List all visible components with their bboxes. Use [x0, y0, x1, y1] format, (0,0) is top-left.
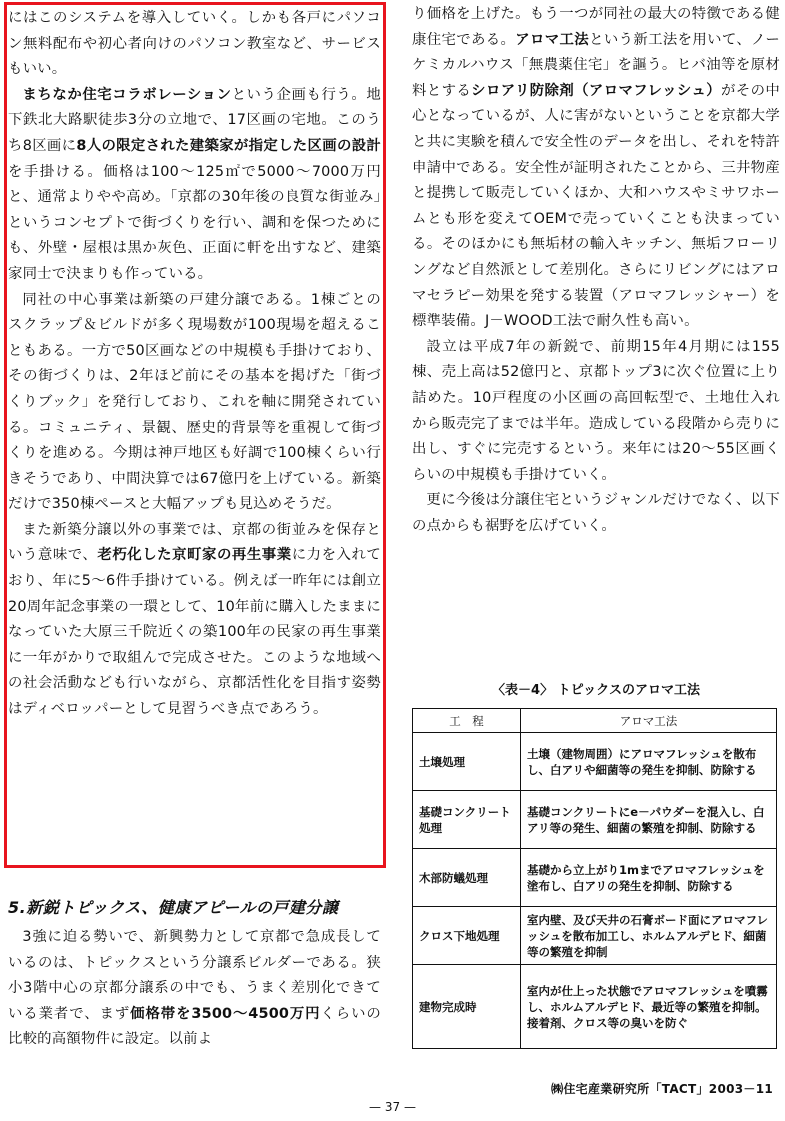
text-run: にはこのシステムを導入していく。しかも各戸にパソコン無料配布や初心者向けのパソコン教室など、サービスもいい。	[8, 10, 381, 78]
text-run: 同社の中心事業は新築の戸建分譲である。1棟ごとのスクラップ＆ビルドが多く現場数が100現場を超えることもある。一方で50区画などの中規模も手掛けており、その街づくりは、2年ほど前にその基本を掲げた「街づくりブック」を発行しており、これを軸に開発されている。コミュニティ、景観、歴史的背景等を重視して街づくりを進める。今期は神戸地区も好調で100棟くらい行きそうであり、中間決算では67億円を上げている。新築だけで350棟ペースと大幅アップも見込めそうだ。	[8, 291, 381, 513]
table-cell-process: 土壌処理	[413, 733, 521, 791]
bold-text: シロアリ防除剤（アロマフレッシュ）	[471, 82, 722, 99]
aroma-method-table	[412, 708, 777, 1049]
table-cell-process: 建物完成時	[413, 965, 521, 1049]
page-number: — 37 —	[369, 1100, 416, 1114]
left-column-highlighted-text	[8, 6, 381, 723]
text-run: くらいの比較的高額物件に設定。以前よ	[8, 1005, 381, 1048]
bold-text: まちなか住宅コラボレーション	[22, 86, 232, 103]
publisher-credit: ㈱住宅産業研究所「TACT」2003－11	[551, 1082, 773, 1096]
paragraph	[8, 925, 381, 1053]
bold-text: アロマ工法	[515, 31, 590, 48]
table-cell-process: 木部防蟻処理	[413, 849, 521, 907]
text-run: に力を入れており、年に5～6件手掛けている。例えば一昨年には創立20周年記念事業の一環として、10年前に購入したままになっていた大原三千院近くの築100年の民家の再生事業に一年がかりで取組んで完成させた。このような地域への社会活動なども行いながら、京都活性化を目指す姿勢はディベロッパーとして見習うべき点であろう。	[8, 547, 382, 718]
right-column-text	[412, 2, 780, 539]
paragraph	[8, 6, 381, 83]
text-run: 更に今後は分譲住宅というジャンルだけでなく、以下の点からも裾野を広げていく。	[412, 492, 780, 534]
text-run: り価格を上げた。もう一つが同社の最大の特徴である健康住宅である。	[412, 6, 780, 48]
table-cell-process: 基礎コンクリート処理	[413, 791, 521, 849]
left-column-section-5	[8, 895, 381, 1053]
text-run: 設立は平成7年の新鋭で、前期15年4月期には155棟、売上高は52億円と、京都トップ3に次ぐ位置に上り詰めた。10戸程度の小区画の高回転型で、土地仕入れから販売完了までは半年。造成している段階から売りに出し、すぐに完売するという。来年には20～55区画くらいの中規模も手掛けていく。	[412, 338, 780, 483]
bold-text: 価格帯を3500～4500万円	[130, 1005, 321, 1022]
text-run: 3強に迫る勢いで、新興勢力として京都で急成長しているのは、トピックスという分譲系ビルダーである。狭小3階中心の京都分譲系の中でも、うまく差別化できている業者で、まず	[8, 929, 381, 1022]
table-row	[413, 791, 777, 849]
table-cell-method: 土壌（建物周囲）にアロマフレッシュを散布し、白アリや細菌等の発生を抑制、防除する	[521, 733, 777, 791]
bold-text: 老朽化した京町家の再生事業	[97, 547, 292, 564]
paragraph	[8, 83, 381, 288]
table-row	[413, 907, 777, 965]
table-row	[413, 849, 777, 907]
text-run: また新築分譲以外の事業では、京都の街並みを保存という意味で、	[8, 521, 381, 564]
table-header-row	[413, 709, 777, 733]
table-cell-method: 室内が仕上った状態でアロマフレッシュを噴霧し、ホルムアルデヒド、最近等の繁殖を抑制。接着剤、クロス等の臭いを防ぐ	[521, 965, 777, 1049]
paragraph	[412, 2, 780, 335]
table-cell-method: 室内壁、及び天井の石膏ボード面にアロマフレッシュを散布加工し、ホルムアルデヒド、細菌等の繁殖を抑制	[521, 907, 777, 965]
table-cell-method: 基礎から立上がり1mまでアロマフレッシュを塗布し、白アリの発生を抑制、防除する	[521, 849, 777, 907]
table-cell-process: クロス下地処理	[413, 907, 521, 965]
paragraph	[412, 335, 780, 489]
text-run: がその中心となっているが、人に害がないということを京都大学と共に実験を積んで安全性のデータを出し、それを特許申請中である。安全性が証明されたことから、三井物産と提携して販売していくほか、大和ハウスやミサワホームとも形を変えてOEMで売っていくことも決まっている。そのほかにも無垢材の輸入キッチン、無垢フローリングなど自然派として差別化。さらにリビングにはアロマセラピー効果を発する装置（アロマフレッシャー）を標準装備。J－WOOD工法で耐久性も高い。	[412, 82, 780, 330]
section-title: 5.新鋭トピックス、健康アピールの戸建分譲	[8, 898, 339, 917]
table-title: 〈表－4〉 トピックスのアロマ工法	[492, 683, 700, 698]
section-body	[8, 925, 381, 1053]
text-run: という企画も行う。地下鉄北大路駅徒歩3分の立地で、17区画の宅地。このうち8区画に	[8, 86, 381, 154]
table-cell-method: 基礎コンクリートにe－パウダーを混入し、白アリ等の発生、細菌の繁殖を抑制、防除する	[521, 791, 777, 849]
paragraph	[8, 518, 381, 723]
paragraph	[412, 488, 780, 539]
table-header-method: アロマ工法	[521, 709, 777, 733]
text-run: を手掛ける。価格は100～125㎡で5000～7000万円と、通常よりやや高め。「京都の30年後の良質な街並み」というコンセプトで街づくりを行い、調和を保つためにも、外壁・屋根は黒か灰色、正面に軒を出すなど、建築家同士で決まりも作っている。	[8, 163, 381, 282]
paragraph	[8, 288, 381, 518]
text-run: という新工法を用いて、ノーケミカルハウス「無農薬住宅」を謳う。ヒバ油等を原材料とする	[412, 31, 780, 99]
bold-text: 8人の限定された建築家が指定した区画の設計	[76, 137, 382, 154]
table-header-process: 工 程	[413, 709, 521, 733]
table-row	[413, 733, 777, 791]
table-row	[413, 965, 777, 1049]
